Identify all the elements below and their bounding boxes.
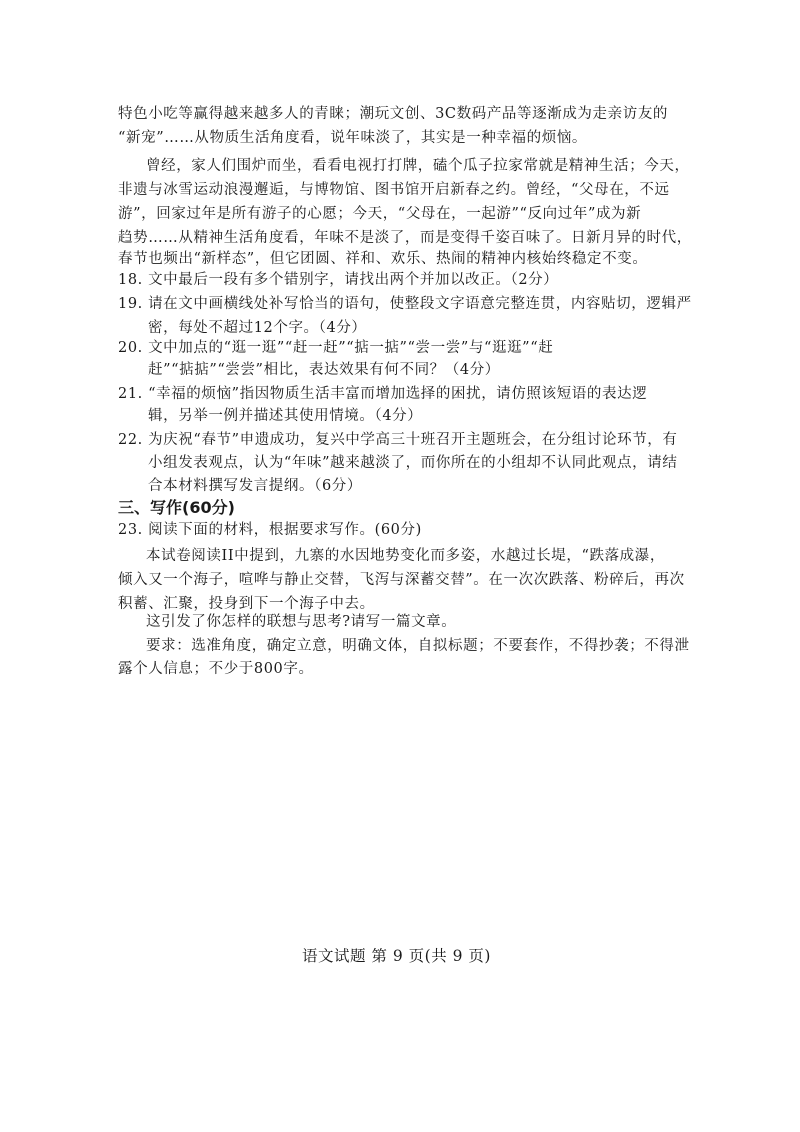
past-line-3: 游”，回家过年是所有游子的心愿；今天，“父母在，一起游”“反向过年”成为新	[118, 206, 642, 222]
question-22-line-3: 合本材料撰写发言提纲。（6分）	[148, 478, 362, 494]
material-line-3: 积蓄、汇聚，投身到下一个海子中去。	[118, 596, 375, 612]
past-line-4: 趋势……从精神生活角度看，年味不是淡了，而是变得千姿百味了。日新月异的时代，	[118, 230, 692, 246]
question-22-line-1: 22. 为庆祝“春节”申遗成功，复兴中学高三十班召开主题班会，在分组讨论环节，有	[118, 432, 678, 448]
writing-prompt: 这引发了你怎样的联想与思考?请写一篇文章。	[146, 614, 457, 630]
requirements-line-2: 露个人信息；不少于800字。	[118, 661, 314, 677]
question-20-line-1: 20. 文中加点的“逛一逛”“赶一赶”“掂一掂”“尝一尝”与“逛逛”“赶	[118, 340, 554, 356]
past-line-5: 春节也频出“新样态”，但它团圆、祥和、欢乐、热闹的精神内核始终稳定不变。	[118, 251, 648, 267]
question-19-line-2: 密，每处不超过12个字。（4分）	[148, 320, 367, 336]
intro-line-1: 特色小吃等赢得越来越多人的青睐；潮玩文创、3C数码产品等逐渐成为走亲访友的	[118, 106, 669, 122]
page-footer: 语文试题 第 9 页(共 9 页)	[302, 947, 491, 965]
question-20-line-2: 赶”“掂掂”“尝尝”相比，表达效果有何不同？（4分）	[148, 362, 500, 378]
material-line-2: 倾入又一个海子，喧哗与静止交替，飞泻与深蓄交替”。在一次次跌落、粉碎后，再次	[118, 572, 685, 588]
question-22-line-2: 小组发表观点，认为“年味”越来越淡了，而你所在的小组却不认同此观点，请结	[148, 455, 678, 471]
question-19-line-1: 19. 请在文中画横线处补写恰当的语句，使整段文字语意完整连贯，内容贴切，逻辑严	[118, 296, 692, 312]
question-21-line-2: 辑，另举一例并描述其使用情境。（4分）	[148, 408, 423, 424]
question-21-line-1: 21. “幸福的烦恼”指因物质生活丰富而增加选择的困扰，请仿照该短语的表达逻	[118, 386, 648, 402]
intro-line-2: “新宠”……从物质生活角度看，说年味淡了，其实是一种幸福的烦恼。	[118, 130, 588, 146]
requirements-line-1: 要求：选准角度，确定立意，明确文体，自拟标题；不要套作，不得抄袭；不得泄	[146, 638, 690, 654]
material-line-1: 本试卷阅读II中提到，九寨的水因地势变化而多姿，水越过长堤，“跌落成瀑，	[146, 548, 665, 564]
past-line-1: 曾经，家人们围炉而坐，看看电视打打牌，磕个瓜子拉家常就是精神生活；今天，	[146, 158, 690, 174]
past-line-2: 非遗与冰雪运动浪漫邂逅，与博物馆、图书馆开启新春之约。曾经，“父母在，不远	[118, 182, 670, 198]
question-23: 23. 阅读下面的材料，根据要求写作。(60分)	[118, 522, 422, 538]
section-heading-writing: 三、写作(60分)	[118, 498, 235, 517]
question-18: 18. 文中最后一段有多个错别字，请找出两个并加以改正。（2分）	[118, 272, 559, 288]
